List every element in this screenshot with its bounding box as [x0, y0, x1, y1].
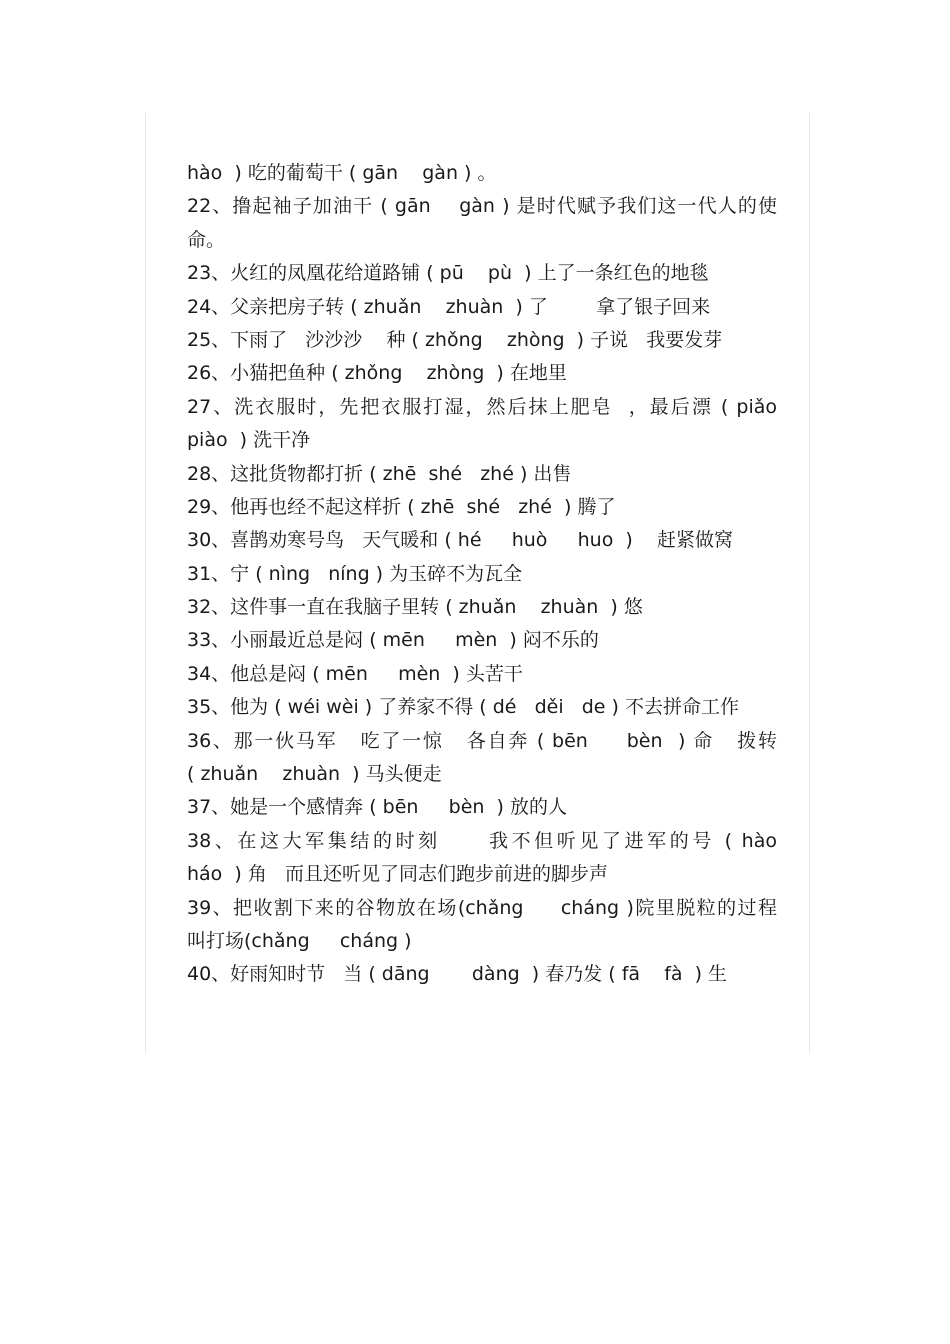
text-line: 30、喜鹊劝寒号鸟 天气暖和 ( hé huò huo ) 赶紧做窝 — [187, 529, 733, 552]
text-line: 23、火红的凤凰花给道路铺 ( pū pù ) 上了一条红色的地毯 — [187, 262, 709, 285]
text-line: 32、这件事一直在我脑子里转 ( zhuǎn zhuàn ) 悠 — [187, 596, 643, 619]
text-line: piào ) 洗干净 — [187, 429, 311, 452]
text-line: 33、小丽最近总是闷 ( mēn mèn ) 闷不乐的 — [187, 629, 599, 652]
text-line: hào ) 吃的葡萄干 ( gān gàn ) 。 — [187, 162, 497, 184]
text-line: 命。 — [187, 228, 226, 251]
text-line: 27、洗衣服时，先把衣服打湿，然后抹上肥皂 ，最后漂 ( piǎo — [187, 395, 777, 418]
text-line: 36、那一伙马军 吃了一惊 各自奔 ( bēn bèn ) 命 拨转 — [187, 729, 777, 752]
text-line: 37、她是一个感情奔 ( bēn bèn ) 放的人 — [187, 796, 567, 819]
text-line: 31、宁 ( nìng níng ) 为玉碎不为瓦全 — [187, 562, 523, 585]
text-line: 22、撸起袖子加油干 ( gān gàn ) 是时代赋予我们这一代人的使 — [187, 195, 777, 218]
text-line: 叫打场(chǎng cháng ) — [187, 929, 412, 952]
text-line: 25、下雨了 沙沙沙 种 ( zhǒng zhòng ) 子说 我要发芽 — [187, 328, 723, 351]
text-line: 34、他总是闷 ( mēn mèn ) 头苦干 — [187, 662, 523, 685]
document-body — [187, 157, 777, 992]
text-line: 28、这批货物都打折 ( zhē shé zhé ) 出售 — [187, 462, 572, 485]
text-line: 39、把收割下来的谷物放在场(chǎng cháng )院里脱粒的过程 — [187, 896, 777, 919]
text-line: 26、小猫把鱼种 ( zhǒng zhòng ) 在地里 — [187, 362, 567, 385]
text-line: ( zhuǎn zhuàn ) 马头便走 — [187, 763, 442, 786]
text-line: 29、他再也经不起这样折 ( zhē shé zhé ) 腾了 — [187, 495, 616, 518]
text-line: 38、在这大军集结的时刻 我不但听见了进军的号 ( hào — [187, 829, 777, 852]
text-line: háo ) 角 而且还听见了同志们跑步前进的脚步声 — [187, 863, 608, 886]
text-line: 35、他为 ( wéi wèi ) 了养家不得 ( dé děi de ) 不去拼命工作 — [187, 696, 739, 719]
text-line: 40、好雨知时节 当 ( dāng dàng ) 春乃发 ( fā fà ) 生 — [187, 963, 728, 986]
text-line: 24、父亲把房子转 ( zhuǎn zhuàn ) 了 拿了银子回来 — [187, 295, 711, 318]
